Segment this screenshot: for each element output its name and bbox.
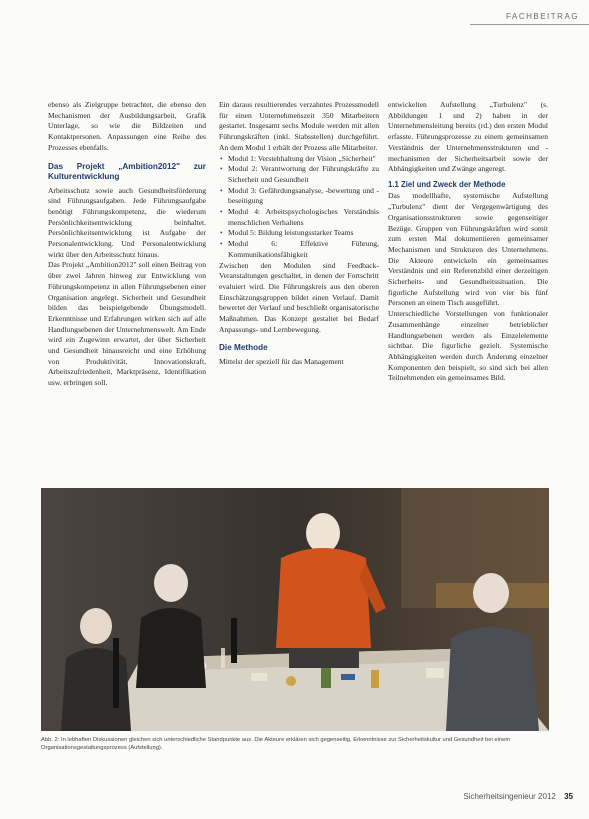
magazine-name: Sicherheitsingenieur 2012 <box>463 792 556 801</box>
list-item: • Modul 1: Verstehhaltung der Vision „Sicherheit" <box>219 154 379 165</box>
paragraph: Arbeitsschutz sowie auch Gesundheitsförderung sind Führungsaufgaben. Jede Führungsaufgabe benötigt Führungskompetenz, die wiederum Persönlichkeitsentwicklung beinhaltet. Persönlichkeitsentwicklung ist Aufgabe der Personalentwicklung. Und Personalentwicklung wirkt über den Arbeitsschutz hinaus. <box>48 185 206 259</box>
workshop-photo-illustration <box>41 488 549 731</box>
list-item: • Modul 4: Arbeitspsychologisches Verständnis menschlichen Verhaltens <box>219 207 379 228</box>
page-number: 35 <box>564 792 573 801</box>
paragraph: entwickelten Aufstellung „Turbulenz" (s. Abbildungen 1 und 2) haben in der Unternehmensleitung bereits (rd.) den ersten Modul erfasste. Führungsprozesse zu einem gemeinsamen Verständnis der Unternehmensstrukturen und -mechanismen der Sicherheitsarbeit sowie der Abhängigkeiten und Zwänge angeregt. <box>388 100 548 174</box>
paragraph: ebenso als Zielgruppe betrachtet, die ebenso den Mechanismen der Ausbildungsarbeit, Grafik Unterlage, so wie die Bildzeiten und Kontaktpersonen. Anpassungen eine Reihe des Prozesses ebenfalls. <box>48 100 206 152</box>
text-column-1 <box>48 100 206 389</box>
photo-caption: Abb. 2: In lebhaften Diskussionen gleichen sich unterschiedliche Standpunkte aus. Die Akteure erklären sich gegenseitig. Erkenntnisse zur Sicherheitskultur und Gesundheit bei einem Organisationsgestaltungsprozess (Aufstellung). <box>41 737 511 751</box>
section-heading: Die Methode <box>219 343 268 353</box>
list-item: • Modul 3: Gefährdungsanalyse, -bewertung und -beseitigung <box>219 186 379 207</box>
workshop-photo <box>41 488 549 731</box>
text-column-2 <box>219 100 379 368</box>
subsection-heading: 1.1 Ziel und Zweck der Methode <box>388 179 506 189</box>
paragraph: Unterschiedliche Vorstellungen von funktionaler Zusammenhänge einzelner betrieblicher Handlungsebenen werden als Einzelelemente sichtbar. Die figurliche gezielt. Systemische Abhängigkeiten werden durch Änderung einzelner Komponenten den beispielt, so sind sich bei allen Teilnehmenden ein gemeinsames Bild. <box>388 309 548 383</box>
paragraph: Mittelst der speziell für das Management <box>219 356 344 366</box>
module-list <box>219 154 379 261</box>
text-column-3 <box>388 100 548 384</box>
section-heading: Das Projekt „Ambition2012" zur Kulturentwicklung <box>48 161 206 182</box>
list-item: • Modul 2: Verantwortung der Führungskräfte zu Sicherheit und Gesundheit <box>219 164 379 185</box>
page-footer <box>463 792 573 801</box>
paragraph: Das Projekt „Ambition2012" soll einen Beitrag von über zwei Jahren hinweg zur Entwicklung von Führungskompetenz in allen Führungsebenen einer Organisation angelegt. Sicherheit und Gesundheit bilden das beispielgebende Übungsmodell. Erkenntnisse und Erfahrungen wirken sich auf alle Handlungsebenen der Unternehmenswelt. Am Ende wird ein Zugewinn erwartet, der über Sicherheit und Gesundheit hinausreicht und eine Erhöhung von Produktivität, Innovationskraft, Arbeitszufriedenheit, Marktpräsenz, Identifikation usw. erbringen soll. <box>48 260 206 388</box>
paragraph: Ein daraus resultierendes verzahntes Prozessmodell für einen Unternehmenszeit 350 Mitarbeitern gestartet. Insgesamt sechs Module werden mit allen Führungskräften (inkl. Stabsstellen) durchgeführt. An dem Modul 1 erhält der Prozess alle Mitarbeiter. <box>219 100 379 152</box>
list-item: • Modul 5: Bildung leistungsstarker Teams <box>219 228 379 239</box>
paragraph: Zwischen den Modulen sind Feedback-Veranstaltungen geschaltet, in denen der Fortschritt evaluiert wird. Die Führungskreis aus den oberen Einschätzungsgruppen bildet einen Verlauf. Damit bewertet der Verlauf und beschließt organisatorische Maßnahmen. Das Konzept gestaltet bei Bedarf Anpassungs- und Lernbewegung. <box>219 260 379 334</box>
header-rule <box>470 24 589 25</box>
paragraph: Das modellhafte, systemische Aufstellung „Turbulenz" dient der Vergegenwärtigung des Organisationsstrukturen sowie gegenseitiger Bezüge. Gruppen von Führungskräften wird somit zum ersten Mal dokumentieren gemeinsamer Mechanismen und Strukturen des Unternehmens. Die Akteure entwickeln ein gemeinsames Verständnis und ein Referenzbild einer derzeitigen Sicherheits- und Gesundheitssituation. Die figurliche Aufstellung wird von vier bis fünf Personen an einem Tisch ausgeführt. <box>388 191 548 308</box>
section-label: FACHBEITRAG <box>506 12 579 21</box>
list-item: • Modul 6: Effektive Führung, Kommunikationsfähigkeit <box>219 239 379 260</box>
